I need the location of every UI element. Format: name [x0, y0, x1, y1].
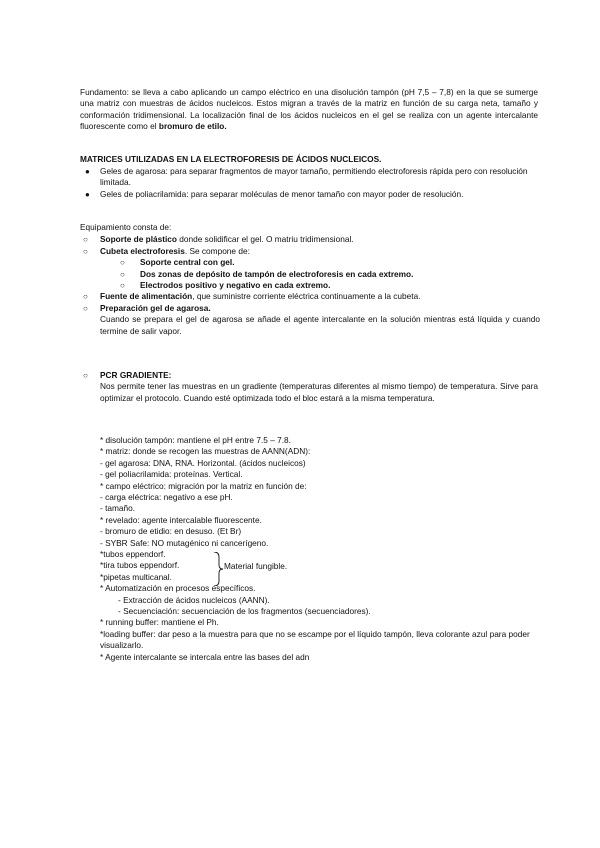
- list-item-text: Geles de poliacrilamida: para separar moléculas de menor tamaño con mayor poder de resolución.: [100, 188, 464, 199]
- list-item: [80, 370, 538, 404]
- equipment-section: [80, 222, 540, 337]
- note-line: * matriz: donde se recogen las muestras de AANN(ADN):: [100, 446, 311, 457]
- note-subline: - Extracción de ácidos nucleicos (AANN).: [118, 594, 270, 605]
- material-group: [100, 549, 540, 583]
- note-subline: - Secuenciación: secuenciación de los fragmentos (secuenciadores).: [118, 606, 371, 617]
- list-item: [80, 291, 540, 302]
- note-line: * revelado: agente intercalable fluorescente.: [100, 514, 262, 525]
- note-line: - gel poliacrilamida: proteínas. Vertical.: [100, 469, 243, 480]
- prep-bold: Preparación gel de agarosa.: [100, 302, 211, 313]
- matrices-list: [80, 166, 540, 200]
- fuente-bold: Fuente de alimentación: [100, 291, 193, 302]
- note-line: * campo eléctrico: migración por la matriz en función de:: [100, 480, 307, 491]
- circle-bullet-icon: ○: [120, 258, 125, 268]
- list-item: [100, 269, 540, 280]
- braced-item: *pipetas multicanal.: [100, 571, 172, 582]
- braced-item: *tubos eppendorf.: [100, 549, 166, 560]
- prep-text: Cuando se prepara el gel de agarosa se añade el agente intercalante en la solución mientras está líquida y cuando termine de salir vapor.: [100, 314, 540, 336]
- list-item-text: Geles de agarosa: para separar fragmentos de mayor tamaño, permitiendo electroforesis rápida pero con resolución limitada.: [100, 166, 528, 188]
- note-line: - SYBR Safe: NO mutagénico ni cancerígeno.: [100, 537, 269, 548]
- note-line: - tamaño.: [100, 503, 136, 514]
- curly-brace-icon: [213, 552, 223, 586]
- sub-item-text: Dos zonas de depósito de tampón de electroforesis en cada extremo.: [140, 268, 414, 279]
- list-item: [100, 257, 540, 268]
- bullet-icon: ●: [85, 167, 90, 176]
- pcr-title: PCR GRADIENTE:: [100, 370, 172, 380]
- circle-bullet-icon: ○: [83, 292, 88, 302]
- sub-item-text: Electrodos positivo y negativo en cada extremo.: [140, 280, 331, 291]
- cubeta-sublist: [100, 257, 540, 291]
- soporte-bold: Soporte de plástico: [100, 234, 177, 245]
- note-line: * disolución tampón: mantiene el pH entre 7.5 – 7.8.: [100, 435, 291, 445]
- sub-item-text: Soporte central con gel.: [140, 257, 235, 268]
- circle-bullet-icon: ○: [83, 371, 88, 380]
- circle-bullet-icon: ○: [120, 269, 125, 279]
- note-line: * Automatización en procesos específicos.: [100, 583, 256, 594]
- circle-bullet-icon: ○: [83, 303, 88, 313]
- fuente-text: , que suministre corriente eléctrica continuamente a la cubeta.: [192, 291, 421, 302]
- list-item: [80, 166, 540, 189]
- list-item: [80, 303, 540, 337]
- equipment-intro: Equipamiento consta de:: [80, 222, 172, 232]
- note-line: - bromuro de etidio: en desuso. (Et Br): [100, 526, 242, 537]
- intro-paragraph: [80, 87, 538, 133]
- note-line: * Agente intercalante se intercala entre las bases del adn: [100, 651, 310, 662]
- equipment-list: [80, 234, 540, 337]
- pcr-text: Nos permite tener las muestras en un gradiente (temperaturas diferentes al mismo tiempo) de temperatura. Sirve para optimizar el protocolo. Cuando esté optimizada todo el bloc estará a la misma temperatura.: [100, 381, 538, 403]
- bullet-icon: ●: [85, 189, 90, 199]
- note-line: - gel agarosa: DNA, RNA. Horizontal. (ácidos nucleicos): [100, 457, 306, 468]
- circle-bullet-icon: ○: [83, 235, 88, 245]
- note-line: *loading buffer: dar peso a la muestra para que no se escampe por el líquido tampón, lleva colorante azul para poder visualizarlo.: [100, 628, 530, 651]
- list-item: [80, 189, 540, 200]
- intro-text: Fundamento: se lleva a cabo aplicando un campo eléctrico en una disolución tampón (pH 7,5 – 7,8) en la que se sumerge una matriz con muestras de ácidos nucleicos. Estos migran a través de la matriz en función de su carga neta, tamaño y conformación tridimensional. La localización final de los ácidos nucleicos en el gel se realiza con un agente intercalante fluorescente como el: [80, 87, 538, 132]
- note-line: * running buffer: mantiene el Ph.: [100, 617, 219, 628]
- soporte-text: donde solidificar el gel. O matriu tridimensional.: [177, 234, 354, 245]
- brace-label: Material fungible.: [224, 561, 288, 572]
- intro-bold-text: bromuro de etilo.: [158, 121, 227, 132]
- pcr-section: [80, 370, 538, 404]
- note-line: - carga eléctrica: negativo a ese pH.: [100, 492, 233, 503]
- braced-item: *tira tubos eppendorf.: [100, 560, 180, 571]
- circle-bullet-icon: ○: [120, 281, 125, 291]
- cubeta-text: . Se compone de:: [184, 245, 250, 256]
- list-item: [80, 246, 540, 292]
- cubeta-bold: Cubeta electroforesis: [100, 245, 185, 256]
- circle-bullet-icon: ○: [83, 246, 88, 256]
- list-item: [80, 234, 540, 245]
- pcr-list: [80, 370, 538, 404]
- notes-section: [100, 435, 540, 663]
- matrices-heading: MATRICES UTILIZADAS EN LA ELECTROFORESIS DE ÁCIDOS NUCLEICOS.: [80, 154, 382, 164]
- list-item: [100, 280, 540, 291]
